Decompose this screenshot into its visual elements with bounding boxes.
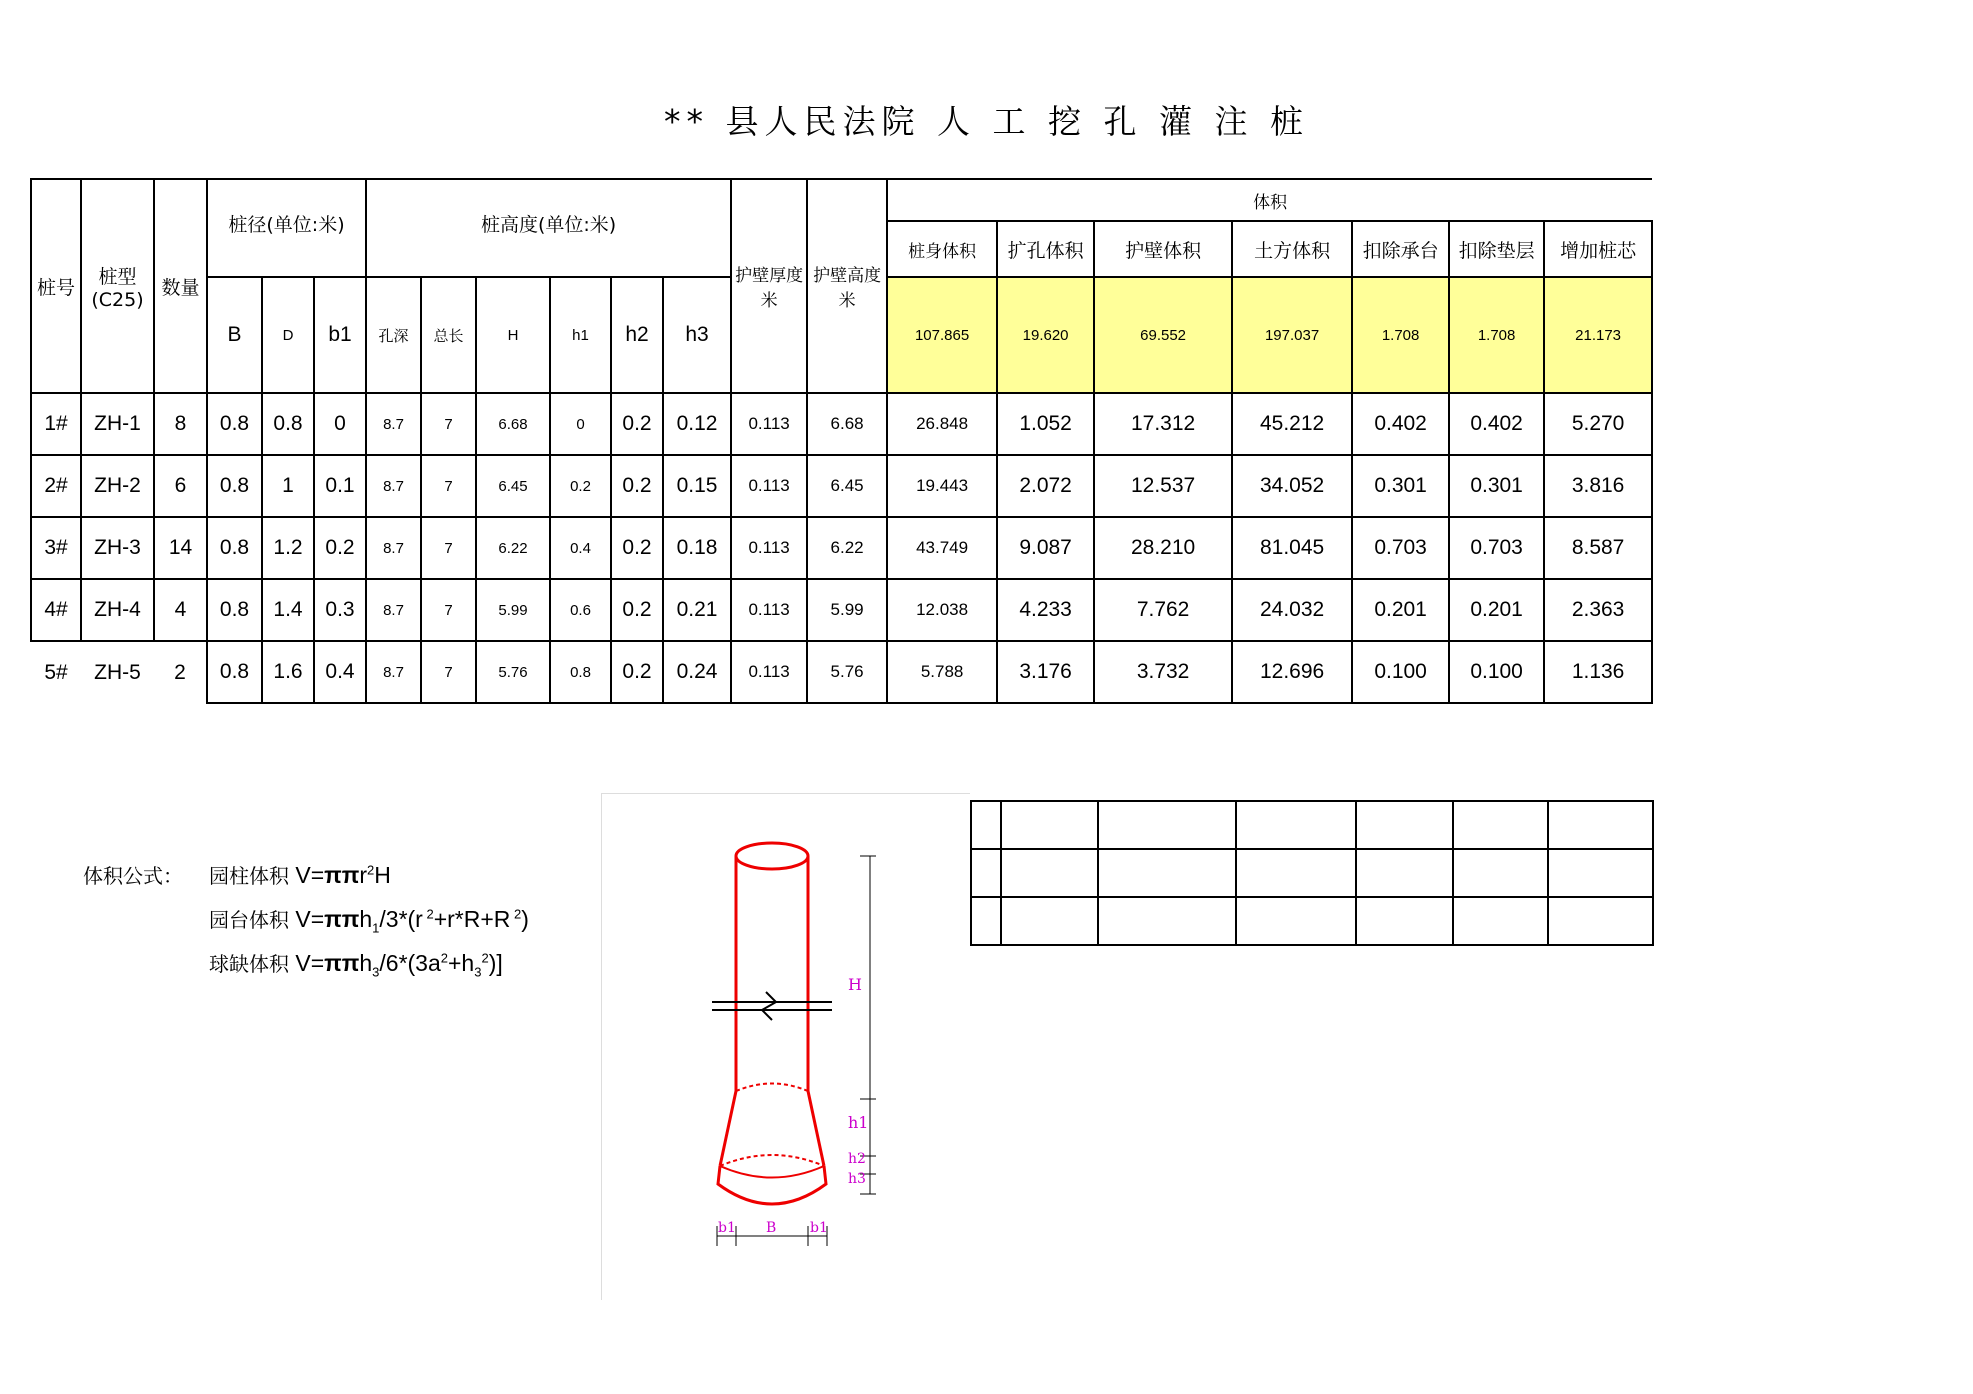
table-cell: 0.402 [1352, 393, 1449, 455]
table-cell: 81.045 [1232, 517, 1352, 579]
bell-base-dash [720, 1155, 824, 1166]
table-cell: 0.113 [731, 393, 807, 455]
table-cell: 6.22 [807, 517, 887, 579]
vol-col-0: 桩身体积 [887, 221, 997, 277]
table-cell: 6.68 [807, 393, 887, 455]
table-cell: 0.4 [314, 641, 366, 703]
table-cell: 0 [314, 393, 366, 455]
table-cell: 6.45 [807, 455, 887, 517]
table-cell: 0.2 [314, 517, 366, 579]
table-cell: 7 [421, 393, 476, 455]
table-cell: 8.587 [1544, 517, 1652, 579]
table-cell: 2 [154, 641, 207, 703]
table-cell: 0.12 [663, 393, 731, 455]
table-cell: 3.176 [997, 641, 1094, 703]
table-cell: ZH-3 [81, 517, 154, 579]
sub-h3: h3 [663, 277, 731, 393]
table-cell: 8 [154, 393, 207, 455]
col-wall-height: 护壁高度米 [807, 179, 887, 393]
table-cell: 0.402 [1449, 393, 1544, 455]
col-quantity: 数量 [154, 179, 207, 393]
formula-frustum [209, 904, 529, 936]
table-cell: 34.052 [1232, 455, 1352, 517]
table-cell: 6 [154, 455, 207, 517]
sub-H: H [476, 277, 550, 393]
vol-col-2: 护壁体积 [1094, 221, 1232, 277]
table-cell: 0 [550, 393, 611, 455]
table-cell: 24.032 [1232, 579, 1352, 641]
col-volume-group: 体积 [887, 179, 1652, 221]
formula-label: 体积公式： [83, 864, 183, 888]
table-cell: 0.703 [1352, 517, 1449, 579]
formula-cylinder [209, 860, 391, 889]
table-cell: 0.6 [550, 579, 611, 641]
table-cell: 6.22 [476, 517, 550, 579]
table-cell: 0.3 [314, 579, 366, 641]
table-cell: 0.18 [663, 517, 731, 579]
sub-h2: h2 [611, 277, 663, 393]
table-cell: 3# [31, 517, 81, 579]
dim-label-B: B [766, 1220, 777, 1236]
table-cell: 45.212 [1232, 393, 1352, 455]
table-row [31, 455, 1652, 517]
table-cell: 0.113 [731, 455, 807, 517]
sub-D: D [262, 277, 314, 393]
sub-h1: h1 [550, 277, 611, 393]
table-cell: 7 [421, 517, 476, 579]
table-cell: ZH-5 [81, 641, 154, 703]
col-pile-no: 桩号 [31, 179, 81, 393]
table-cell: 17.312 [1094, 393, 1232, 455]
frustum-expr: V=ππh$_1$/3*(r $^2$+r*R+R $^2$) [295, 906, 529, 936]
table-cell: 0.15 [663, 455, 731, 517]
table-cell: 1.136 [1544, 641, 1652, 703]
table-cell: 0.8 [207, 393, 262, 455]
table-cell: 7 [421, 455, 476, 517]
vol-col-3: 土方体积 [1232, 221, 1352, 277]
table-cell: 0.1 [314, 455, 366, 517]
table-cell: 0.113 [731, 579, 807, 641]
table-row [31, 579, 1652, 641]
table-cell: 0.201 [1352, 579, 1449, 641]
dim-label-b1-right: b1 [810, 1220, 828, 1236]
pile-type-label: 桩型 [98, 265, 137, 288]
total-3: 197.037 [1232, 277, 1352, 393]
col-pile-type [81, 179, 154, 393]
empty-grid [970, 800, 1654, 946]
formula-segment [209, 948, 503, 980]
table-cell: 0.201 [1449, 579, 1544, 641]
table-cell: 0.4 [550, 517, 611, 579]
total-1: 19.620 [997, 277, 1094, 393]
table-cell: 0.2 [550, 455, 611, 517]
sub-B: B [207, 277, 262, 393]
table-cell: 19.443 [887, 455, 997, 517]
dim-label-h2: h2 [848, 1151, 866, 1167]
sub-total-len: 总长 [421, 277, 476, 393]
table-cell: 1 [262, 455, 314, 517]
col-wall-thickness: 护壁厚度米 [731, 179, 807, 393]
table-cell: 0.703 [1449, 517, 1544, 579]
table-cell: 0.113 [731, 517, 807, 579]
table-row [31, 641, 1652, 703]
table-cell: 0.21 [663, 579, 731, 641]
table-cell: 4# [31, 579, 81, 641]
vol-col-4: 扣除承台 [1352, 221, 1449, 277]
table-cell: ZH-2 [81, 455, 154, 517]
bell-top-dash [736, 1084, 808, 1092]
table-cell: 1.052 [997, 393, 1094, 455]
cylinder-expr: V=ππr$^2$H [295, 862, 391, 888]
bell-right [808, 1091, 824, 1166]
table-cell: 7 [421, 641, 476, 703]
table-cell: 1# [31, 393, 81, 455]
total-2: 69.552 [1094, 277, 1232, 393]
table-cell: 12.038 [887, 579, 997, 641]
table-cell: 12.537 [1094, 455, 1232, 517]
table-cell: 0.301 [1449, 455, 1544, 517]
table-cell: 6.68 [476, 393, 550, 455]
table-cell: 8.7 [366, 517, 421, 579]
pile-diagram [601, 793, 970, 1300]
table-cell: 4.233 [997, 579, 1094, 641]
frustum-name: 园台体积 [209, 908, 289, 932]
table-cell: 0.2 [611, 455, 663, 517]
total-6: 21.173 [1544, 277, 1652, 393]
table-cell: 43.749 [887, 517, 997, 579]
dim-label-h3: h3 [848, 1171, 866, 1187]
table-cell: 8.7 [366, 641, 421, 703]
table-cell: ZH-4 [81, 579, 154, 641]
table-cell: 0.100 [1449, 641, 1544, 703]
table-cell: 5.76 [476, 641, 550, 703]
table-cell: 14 [154, 517, 207, 579]
table-cell: 8.7 [366, 455, 421, 517]
bell-left [720, 1091, 736, 1166]
table-cell: 0.8 [207, 579, 262, 641]
sub-hole-depth: 孔深 [366, 277, 421, 393]
table-cell: 5# [31, 641, 81, 703]
table-cell: 0.100 [1352, 641, 1449, 703]
table-cell: 1.6 [262, 641, 314, 703]
table-cell: 9.087 [997, 517, 1094, 579]
table-cell: 5.99 [476, 579, 550, 641]
table-cell: 26.848 [887, 393, 997, 455]
table-cell: 7.762 [1094, 579, 1232, 641]
table-cell: 2.363 [1544, 579, 1652, 641]
dim-label-h1: h1 [848, 1113, 869, 1132]
pile-type-grade: (C25) [91, 288, 144, 311]
break-symbol [762, 992, 776, 1020]
dim-label-H: H [848, 975, 862, 994]
table-cell: 0.2 [611, 641, 663, 703]
segment-name: 球缺体积 [209, 952, 289, 976]
total-4: 1.708 [1352, 277, 1449, 393]
table-cell: 0.2 [611, 393, 663, 455]
document-title: ** 县人民法院 人 工 挖 孔 灌 注 桩 [664, 102, 1309, 141]
table-cell: 0.8 [207, 455, 262, 517]
total-5: 1.708 [1449, 277, 1544, 393]
table-cell: 0.8 [550, 641, 611, 703]
segment-expr: $V=\pi\pi h_3/6*(3a^2+h_3^2)$] [295, 950, 503, 980]
table-cell: 8.7 [366, 579, 421, 641]
table-cell: 3.732 [1094, 641, 1232, 703]
table-cell: 7 [421, 579, 476, 641]
col-diameter-group: 桩径(单位:米) [207, 179, 366, 277]
table-cell: 3.816 [1544, 455, 1652, 517]
table-cell: 0.2 [611, 579, 663, 641]
table-cell: 0.113 [731, 641, 807, 703]
table-cell: 0.8 [207, 517, 262, 579]
pile-table [30, 178, 1653, 704]
dim-label-b1-left: b1 [718, 1220, 736, 1236]
table-cell: 5.270 [1544, 393, 1652, 455]
sub-b1: b1 [314, 277, 366, 393]
table-cell: 12.696 [1232, 641, 1352, 703]
table-cell: 5.99 [807, 579, 887, 641]
table-cell: ZH-1 [81, 393, 154, 455]
table-cell: 1.2 [262, 517, 314, 579]
vol-col-5: 扣除垫层 [1449, 221, 1544, 277]
table-cell: 8.7 [366, 393, 421, 455]
table-cell: 2# [31, 455, 81, 517]
table-row [31, 393, 1652, 455]
cylinder-name: 园柱体积 [209, 864, 289, 888]
table-row [31, 517, 1652, 579]
table-cell: 0.24 [663, 641, 731, 703]
table-cell: 4 [154, 579, 207, 641]
table-cell: 6.45 [476, 455, 550, 517]
table-cell: 5.76 [807, 641, 887, 703]
table-cell: 0.8 [207, 641, 262, 703]
total-0: 107.865 [887, 277, 997, 393]
table-cell: 0.8 [262, 393, 314, 455]
pile-top-ellipse [736, 843, 808, 869]
pile-drawing [602, 794, 970, 1300]
table-cell: 2.072 [997, 455, 1094, 517]
table-cell: 0.2 [611, 517, 663, 579]
table-cell: 5.788 [887, 641, 997, 703]
vol-col-1: 扩孔体积 [997, 221, 1094, 277]
table-cell: 28.210 [1094, 517, 1232, 579]
table-cell: 1.4 [262, 579, 314, 641]
table-cell: 0.301 [1352, 455, 1449, 517]
col-height-group: 桩高度(单位:米) [366, 179, 731, 277]
bell-base-line [720, 1166, 824, 1178]
vol-col-6: 增加桩芯 [1544, 221, 1652, 277]
